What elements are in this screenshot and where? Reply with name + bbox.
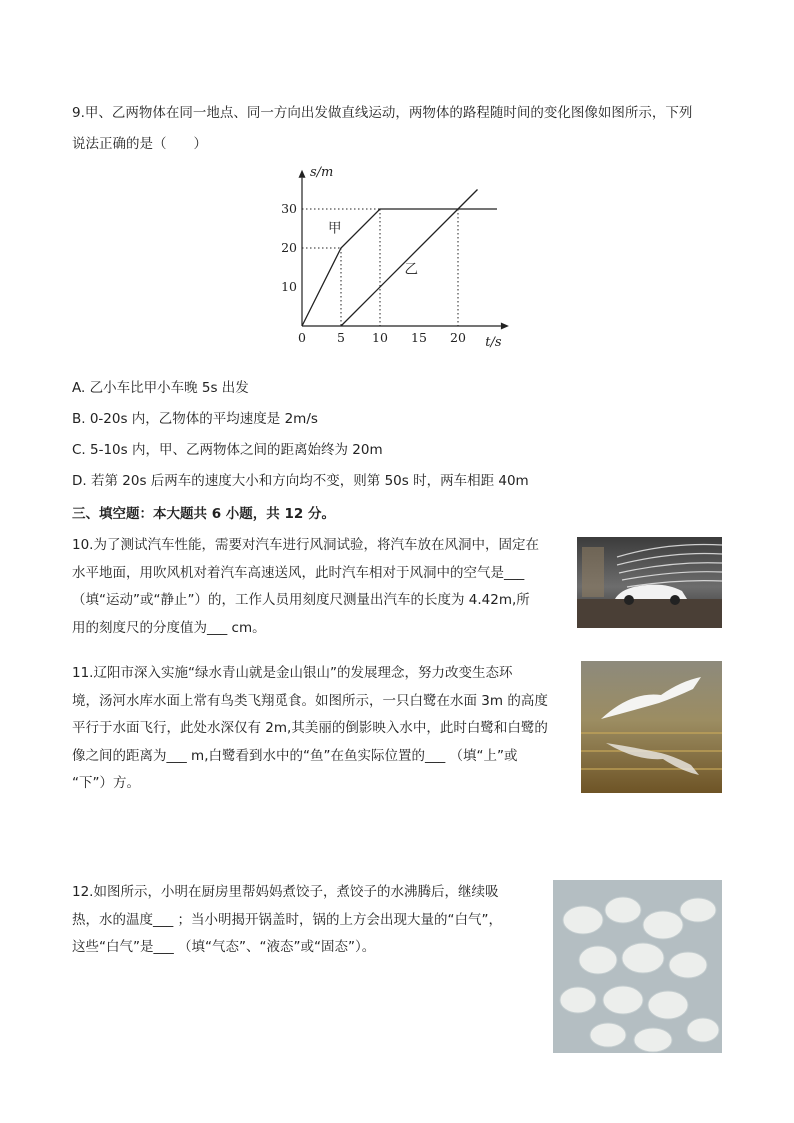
q11-text bbox=[72, 660, 548, 798]
st-graph bbox=[280, 152, 520, 352]
q10-line: 10.为了测试汽车性能，需要对汽车进行风洞试验，将汽车放在风洞中，固定在 bbox=[72, 537, 539, 553]
q10-line: 水平地面，用吹风机对着汽车高速送风，此时汽车相对于风洞中的空气是___ bbox=[72, 564, 525, 581]
q10-line: 用的刻度尺的分度值为___ cm。 bbox=[72, 619, 266, 636]
y-tick-label: 10 bbox=[281, 279, 297, 294]
q9-option-c: C. 5-10s 内，甲、乙两物体之间的距离始终为 20m bbox=[72, 442, 383, 458]
section-heading: 三、填空题：本大题共 6 小题，共 12 分。 bbox=[72, 506, 335, 522]
x-axis-label: t/s bbox=[485, 335, 502, 350]
q12-line: 这些“白气”是___ （填“气态”、“液态”或“固态”）。 bbox=[72, 939, 376, 955]
x-tick-label: 0 bbox=[298, 330, 306, 345]
y-axis-arrow bbox=[299, 170, 306, 178]
q12-line: 12.如图所示，小明在厨房里帮妈妈煮饺子，煮饺子的水沸腾后，继续吸 bbox=[72, 884, 499, 900]
q9-stem-line1: 9.甲、乙两物体在同一地点、同一方向出发做直线运动，两物体的路程随时间的变化图像如图所示，下列 bbox=[72, 105, 693, 121]
egret-photo bbox=[581, 661, 722, 793]
q11-line: 境，汤河水库水面上常有鸟类飞翔觅食。如图所示，一只白鹭在水面 3m 的高度 bbox=[72, 692, 548, 709]
q12-line: 热，水的温度___ ；当小明揭开锅盖时，锅的上方会出现大量的“白气”， bbox=[72, 911, 503, 928]
y-tick-label: 30 bbox=[281, 201, 297, 216]
wind-tunnel-photo bbox=[577, 537, 722, 628]
q11-line: 11.辽阳市深入实施“绿水青山就是金山银山”的发展理念，努力改变生态环 bbox=[72, 665, 513, 681]
q9-option-a: A. 乙小车比甲小车晚 5s 出发 bbox=[72, 380, 249, 396]
y-tick-label: 20 bbox=[281, 240, 297, 255]
q9-option-d: D. 若第 20s 后两车的速度大小和方向均不变，则第 50s 时，两车相距 40m bbox=[72, 473, 529, 489]
q10-text bbox=[72, 532, 539, 642]
q11-line: 平行于水面飞行，此处水深仅有 2m,其美丽的倒影映入水中，此时白鹭和白鹭的 bbox=[72, 720, 548, 736]
y-axis-label: s/m bbox=[310, 164, 334, 180]
dumplings-photo bbox=[553, 880, 722, 1053]
series-label-yi: 乙 bbox=[404, 261, 418, 278]
q9-option-b: B. 0-20s 内，乙物体的平均速度是 2m/s bbox=[72, 411, 318, 427]
q10-line: （填“运动”或“静止”）的，工作人员用刻度尺测量出汽车的长度为 4.42m,所 bbox=[72, 592, 530, 608]
series-line-yi bbox=[341, 190, 478, 327]
q9-stem-line2: 说法正确的是（ ） bbox=[72, 136, 207, 152]
q11-line: “下”）方。 bbox=[72, 775, 140, 791]
q11-line: 像之间的距离为___ m,白鹭看到水中的“鱼”在鱼实际位置的___ （填“上”或 bbox=[72, 747, 518, 764]
x-tick-label: 5 bbox=[337, 330, 345, 345]
x-tick-label: 15 bbox=[411, 330, 427, 345]
x-axis-arrow bbox=[501, 323, 509, 330]
q12-text bbox=[72, 879, 502, 962]
x-tick-label: 10 bbox=[372, 330, 388, 345]
x-tick-label: 20 bbox=[450, 330, 466, 345]
series-label-jia: 甲 bbox=[328, 220, 342, 237]
